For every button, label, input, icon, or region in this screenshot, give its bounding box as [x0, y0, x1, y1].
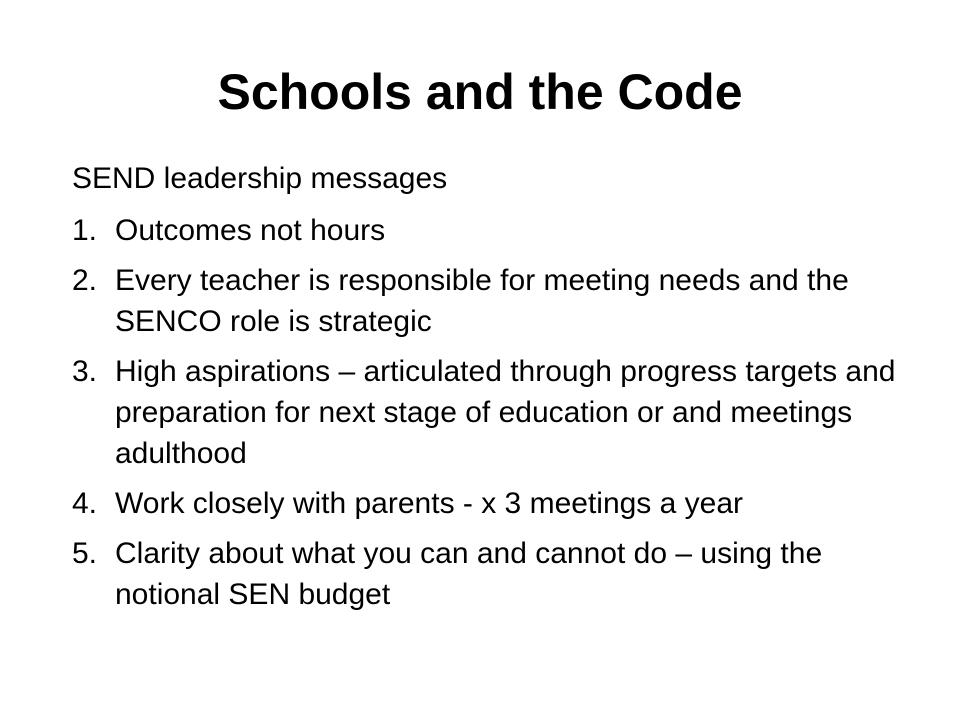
- list-item: [72, 210, 902, 251]
- list-item-number: 1.: [72, 214, 98, 247]
- list-item: [72, 483, 902, 524]
- message-list: [72, 210, 902, 624]
- list-item: [72, 533, 902, 615]
- list-item-text: Every teacher is responsible for meeting needs and the SENCO role is strategic: [115, 264, 849, 338]
- list-item: [72, 260, 902, 342]
- list-item-text: Outcomes not hours: [115, 214, 386, 247]
- list-item-number: 4.: [72, 487, 98, 520]
- slide-title: Schools and the Code: [217, 64, 743, 120]
- list-item-number: 2.: [72, 264, 98, 297]
- list-item-number: 3.: [72, 355, 98, 388]
- list-item-text: Work closely with parents - x 3 meetings a year: [115, 487, 744, 520]
- list-item: [72, 351, 902, 474]
- list-item-text: Clarity about what you can and cannot do – using the notional SEN budget: [115, 537, 823, 611]
- list-item-number: 5.: [72, 537, 98, 570]
- intro-text: SEND leadership messages: [72, 162, 448, 195]
- list-item-text: High aspirations – articulated through progress targets and preparation for next stage of education or and meetings adulthood: [115, 355, 896, 470]
